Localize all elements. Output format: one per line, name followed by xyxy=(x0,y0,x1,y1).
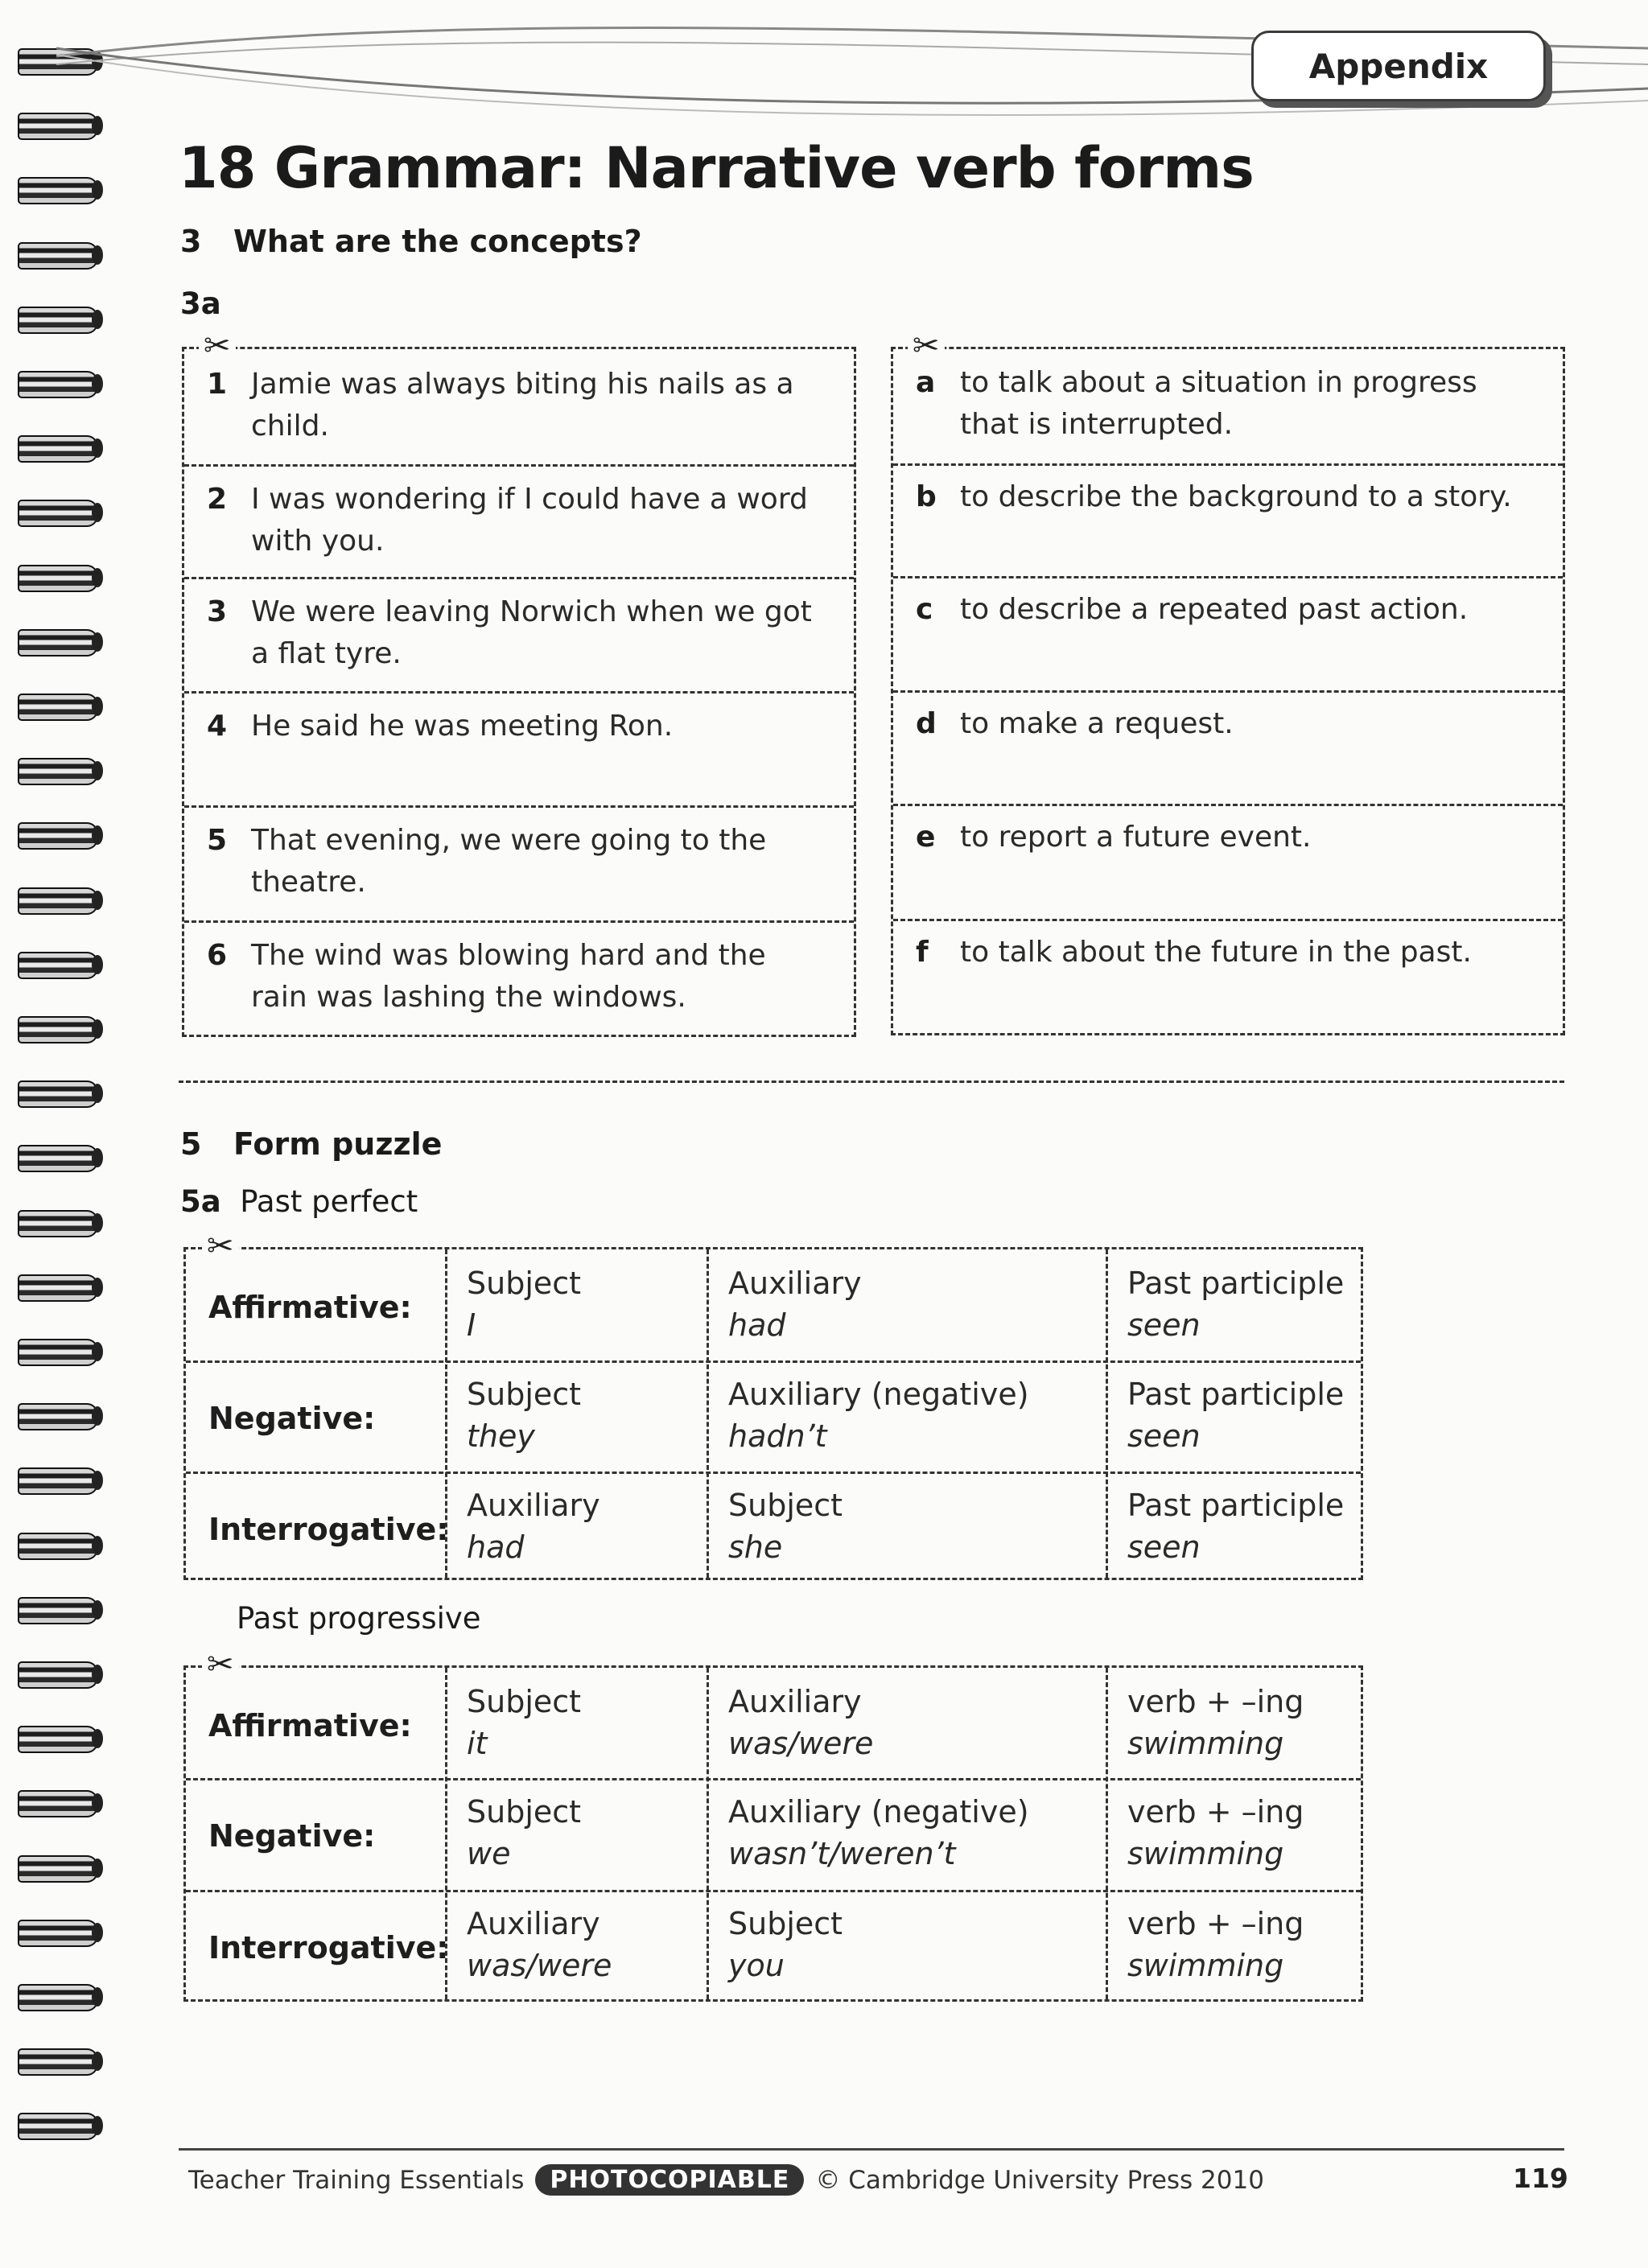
puzzle-cell xyxy=(467,1262,581,1346)
row-divider xyxy=(186,1890,1361,1892)
puzzle-cell xyxy=(728,1681,873,1764)
puzzle-cell xyxy=(1127,1262,1344,1346)
cell-category: Subject xyxy=(467,1794,582,1830)
spiral-coil xyxy=(18,1339,98,1366)
section-5-heading xyxy=(180,1126,442,1162)
cell-example: seen xyxy=(1127,1418,1201,1454)
puzzle-cell xyxy=(728,1791,1029,1875)
concept-text: to talk about the future in the past. xyxy=(960,936,1472,969)
spiral-coil xyxy=(18,242,98,270)
sentence-card xyxy=(207,364,818,447)
cell-example: was/were xyxy=(728,1726,874,1761)
spiral-coil xyxy=(18,1533,98,1560)
puzzle-cell xyxy=(467,1484,600,1568)
card-divider xyxy=(184,691,854,694)
cell-example: swimming xyxy=(1127,1948,1284,1983)
cell-category: Auxiliary (negative) xyxy=(728,1794,1029,1830)
concept-text: to describe a repeated past action. xyxy=(960,593,1469,626)
concept-text: to describe the background to a story. xyxy=(960,480,1512,513)
section-title: Form puzzle xyxy=(233,1126,443,1162)
spiral-coil xyxy=(18,371,98,398)
spiral-coil xyxy=(18,2113,98,2140)
page-title: 18 Grammar: Narrative verb forms xyxy=(179,135,1254,201)
row-label: Affirmative: xyxy=(208,1290,412,1325)
spiral-coil xyxy=(18,1984,98,2011)
sentence-card xyxy=(207,591,818,675)
sentence-text: He said he was meeting Ron. xyxy=(251,710,674,743)
card-divider xyxy=(184,577,854,579)
row-label: Interrogative: xyxy=(208,1930,449,1965)
spiral-coil xyxy=(18,565,98,592)
concept-card xyxy=(916,476,1527,518)
spiral-coil xyxy=(18,1145,98,1172)
scissors-icon: ✂ xyxy=(202,1649,239,1681)
row-divider xyxy=(186,1360,1361,1363)
spiral-coil xyxy=(18,887,98,915)
row-divider xyxy=(186,1778,1361,1780)
cell-category: Subject xyxy=(728,1906,843,1941)
cell-example: I xyxy=(467,1307,476,1343)
card-divider xyxy=(893,919,1563,921)
cell-example: they xyxy=(467,1418,535,1454)
section-3a-label xyxy=(180,286,221,321)
scissors-icon: ✂ xyxy=(199,330,236,362)
row-label: Negative: xyxy=(208,1401,376,1436)
cell-example: we xyxy=(467,1836,511,1871)
sentence-label: 2 xyxy=(207,483,228,516)
puzzle-cell xyxy=(467,1373,581,1457)
cut-line xyxy=(179,1080,1564,1083)
spiral-coil xyxy=(18,177,98,204)
spiral-coil xyxy=(18,1726,98,1753)
sub-label: 5a xyxy=(180,1184,221,1219)
cell-category: verb + –ing xyxy=(1127,1906,1304,1941)
concept-card xyxy=(916,362,1527,446)
spiral-coil xyxy=(18,435,98,463)
puzzle-cell xyxy=(1127,1484,1344,1568)
sentence-text: Jamie was always biting his nails as a child. xyxy=(251,368,794,442)
sentence-label: 4 xyxy=(207,710,228,743)
cell-category: Auxiliary xyxy=(728,1684,862,1719)
row-divider xyxy=(186,1472,1361,1474)
spiral-coil xyxy=(18,758,98,785)
spiral-coil xyxy=(18,694,98,721)
cell-category: Subject xyxy=(467,1266,582,1301)
photocopiable-badge: PHOTOCOPIABLE xyxy=(535,2164,804,2196)
concept-label: d xyxy=(916,707,937,740)
sentence-text: That evening, we were going to the theatre. xyxy=(251,824,767,899)
sentence-text: We were leaving Norwich when we got a flat tyre. xyxy=(251,595,812,670)
cell-example: was/were xyxy=(467,1948,612,1983)
spiral-coil xyxy=(18,500,98,527)
puzzle-cell xyxy=(728,1484,843,1568)
row-label: Interrogative: xyxy=(208,1512,449,1547)
cell-category: Subject xyxy=(467,1684,582,1719)
footer xyxy=(188,2164,1264,2196)
cell-category: Subject xyxy=(467,1377,582,1412)
cell-category: verb + –ing xyxy=(1127,1684,1304,1719)
scissors-icon: ✂ xyxy=(908,330,945,362)
cell-example: she xyxy=(728,1529,783,1565)
scissors-icon: ✂ xyxy=(202,1230,239,1262)
cell-category: Auxiliary xyxy=(467,1906,600,1941)
concept-card xyxy=(916,817,1527,858)
concept-card xyxy=(916,589,1527,631)
sentence-cards xyxy=(182,327,856,1037)
spiral-coil xyxy=(18,1274,98,1302)
sentence-card xyxy=(207,479,818,562)
sentence-card xyxy=(207,935,818,1019)
spiral-coil xyxy=(18,1597,98,1624)
column-divider xyxy=(1106,1249,1108,1578)
puzzle-cell xyxy=(1127,1903,1304,1986)
section-number: 5 xyxy=(180,1126,202,1162)
past-progressive-puzzle xyxy=(183,1646,1363,2002)
cell-example: wasn’t/weren’t xyxy=(728,1836,956,1871)
cell-category: verb + –ing xyxy=(1127,1794,1304,1830)
concept-label: b xyxy=(916,480,937,513)
card-divider xyxy=(184,805,854,808)
concept-text: to report a future event. xyxy=(960,821,1312,854)
card-divider xyxy=(184,920,854,923)
spiral-coil xyxy=(18,2048,98,2076)
concept-label: e xyxy=(916,821,936,854)
concept-label: f xyxy=(916,936,929,969)
puzzle-cell xyxy=(1127,1791,1304,1875)
sentence-label: 6 xyxy=(207,939,228,972)
cell-example: it xyxy=(467,1726,488,1761)
section-5a-label xyxy=(180,1184,418,1219)
puzzle-cell xyxy=(1127,1373,1344,1457)
cell-example: you xyxy=(728,1948,785,1983)
sentence-label: 5 xyxy=(207,824,228,857)
cell-category: Past participle xyxy=(1127,1266,1345,1301)
card-divider xyxy=(893,576,1563,578)
column-divider xyxy=(1106,1668,1108,1999)
spiral-coil xyxy=(18,1920,98,1947)
column-divider xyxy=(707,1249,709,1578)
concept-cards xyxy=(891,327,1565,1035)
cell-example: had xyxy=(728,1307,786,1343)
puzzle-cell xyxy=(1127,1681,1304,1764)
page-number: 119 xyxy=(1513,2163,1568,2194)
section-3-heading xyxy=(180,224,642,259)
spiral-coil xyxy=(18,952,98,979)
sub-label: 3a xyxy=(180,286,221,321)
cell-category: Auxiliary (negative) xyxy=(728,1377,1029,1412)
spiral-coil xyxy=(18,629,98,657)
card-divider xyxy=(893,804,1563,806)
concept-label: a xyxy=(916,366,936,399)
concept-card xyxy=(916,932,1527,973)
card-divider xyxy=(893,463,1563,466)
cell-example: hadn’t xyxy=(728,1418,827,1454)
spiral-coil xyxy=(18,307,98,334)
cell-example: swimming xyxy=(1127,1726,1284,1761)
concept-text: to talk about a situation in progress that is interrupted. xyxy=(960,366,1477,441)
cell-category: Past participle xyxy=(1127,1488,1345,1523)
appendix-tab: Appendix xyxy=(1251,31,1546,101)
spiral-binding xyxy=(0,0,105,2268)
spiral-coil xyxy=(18,1080,98,1108)
footer-copyright: © Cambridge University Press 2010 xyxy=(815,2165,1264,2195)
row-label: Affirmative: xyxy=(208,1708,412,1743)
cell-example: seen xyxy=(1127,1307,1201,1343)
column-divider xyxy=(707,1668,709,1999)
sentence-card xyxy=(207,706,818,747)
sentence-label: 1 xyxy=(207,368,228,401)
footer-rule xyxy=(179,2148,1564,2151)
cell-example: seen xyxy=(1127,1529,1201,1565)
concept-card xyxy=(916,703,1527,745)
spiral-coil xyxy=(18,1403,98,1430)
card-divider xyxy=(184,464,854,467)
concept-text: to make a request. xyxy=(960,707,1234,740)
cell-example: swimming xyxy=(1127,1836,1284,1871)
sentence-card xyxy=(207,820,818,903)
spiral-coil xyxy=(18,822,98,850)
sub-text: Past perfect xyxy=(240,1184,418,1219)
cell-category: Auxiliary xyxy=(728,1266,862,1301)
cell-example: had xyxy=(467,1529,525,1565)
spiral-coil xyxy=(18,1661,98,1689)
past-perfect-puzzle xyxy=(183,1228,1363,1580)
section-number: 3 xyxy=(180,224,202,259)
sentence-text: The wind was blowing hard and the rain was lashing the windows. xyxy=(251,939,766,1014)
puzzle-cell xyxy=(467,1903,612,1986)
section-title: What are the concepts? xyxy=(233,224,642,259)
footer-book-title: Teacher Training Essentials xyxy=(188,2165,525,2195)
puzzle-cell xyxy=(728,1262,862,1346)
spiral-coil xyxy=(18,1016,98,1043)
puzzle-cell xyxy=(728,1373,1029,1457)
cell-category: Auxiliary xyxy=(467,1488,600,1523)
spiral-coil xyxy=(18,1855,98,1883)
row-label: Negative: xyxy=(208,1818,376,1854)
sentence-label: 3 xyxy=(207,595,228,628)
puzzle-cell xyxy=(467,1681,581,1764)
spiral-coil xyxy=(18,1790,98,1817)
spiral-coil xyxy=(18,1467,98,1495)
puzzle-cell xyxy=(467,1791,581,1875)
spiral-coil xyxy=(18,1210,98,1237)
cell-category: Past participle xyxy=(1127,1377,1345,1412)
card-divider xyxy=(893,690,1563,693)
cell-category: Subject xyxy=(728,1488,843,1523)
past-progressive-heading: Past progressive xyxy=(237,1601,481,1636)
sentence-text: I was wondering if I could have a word with you. xyxy=(251,483,808,558)
puzzle-cell xyxy=(728,1903,843,1986)
concept-label: c xyxy=(916,593,933,626)
